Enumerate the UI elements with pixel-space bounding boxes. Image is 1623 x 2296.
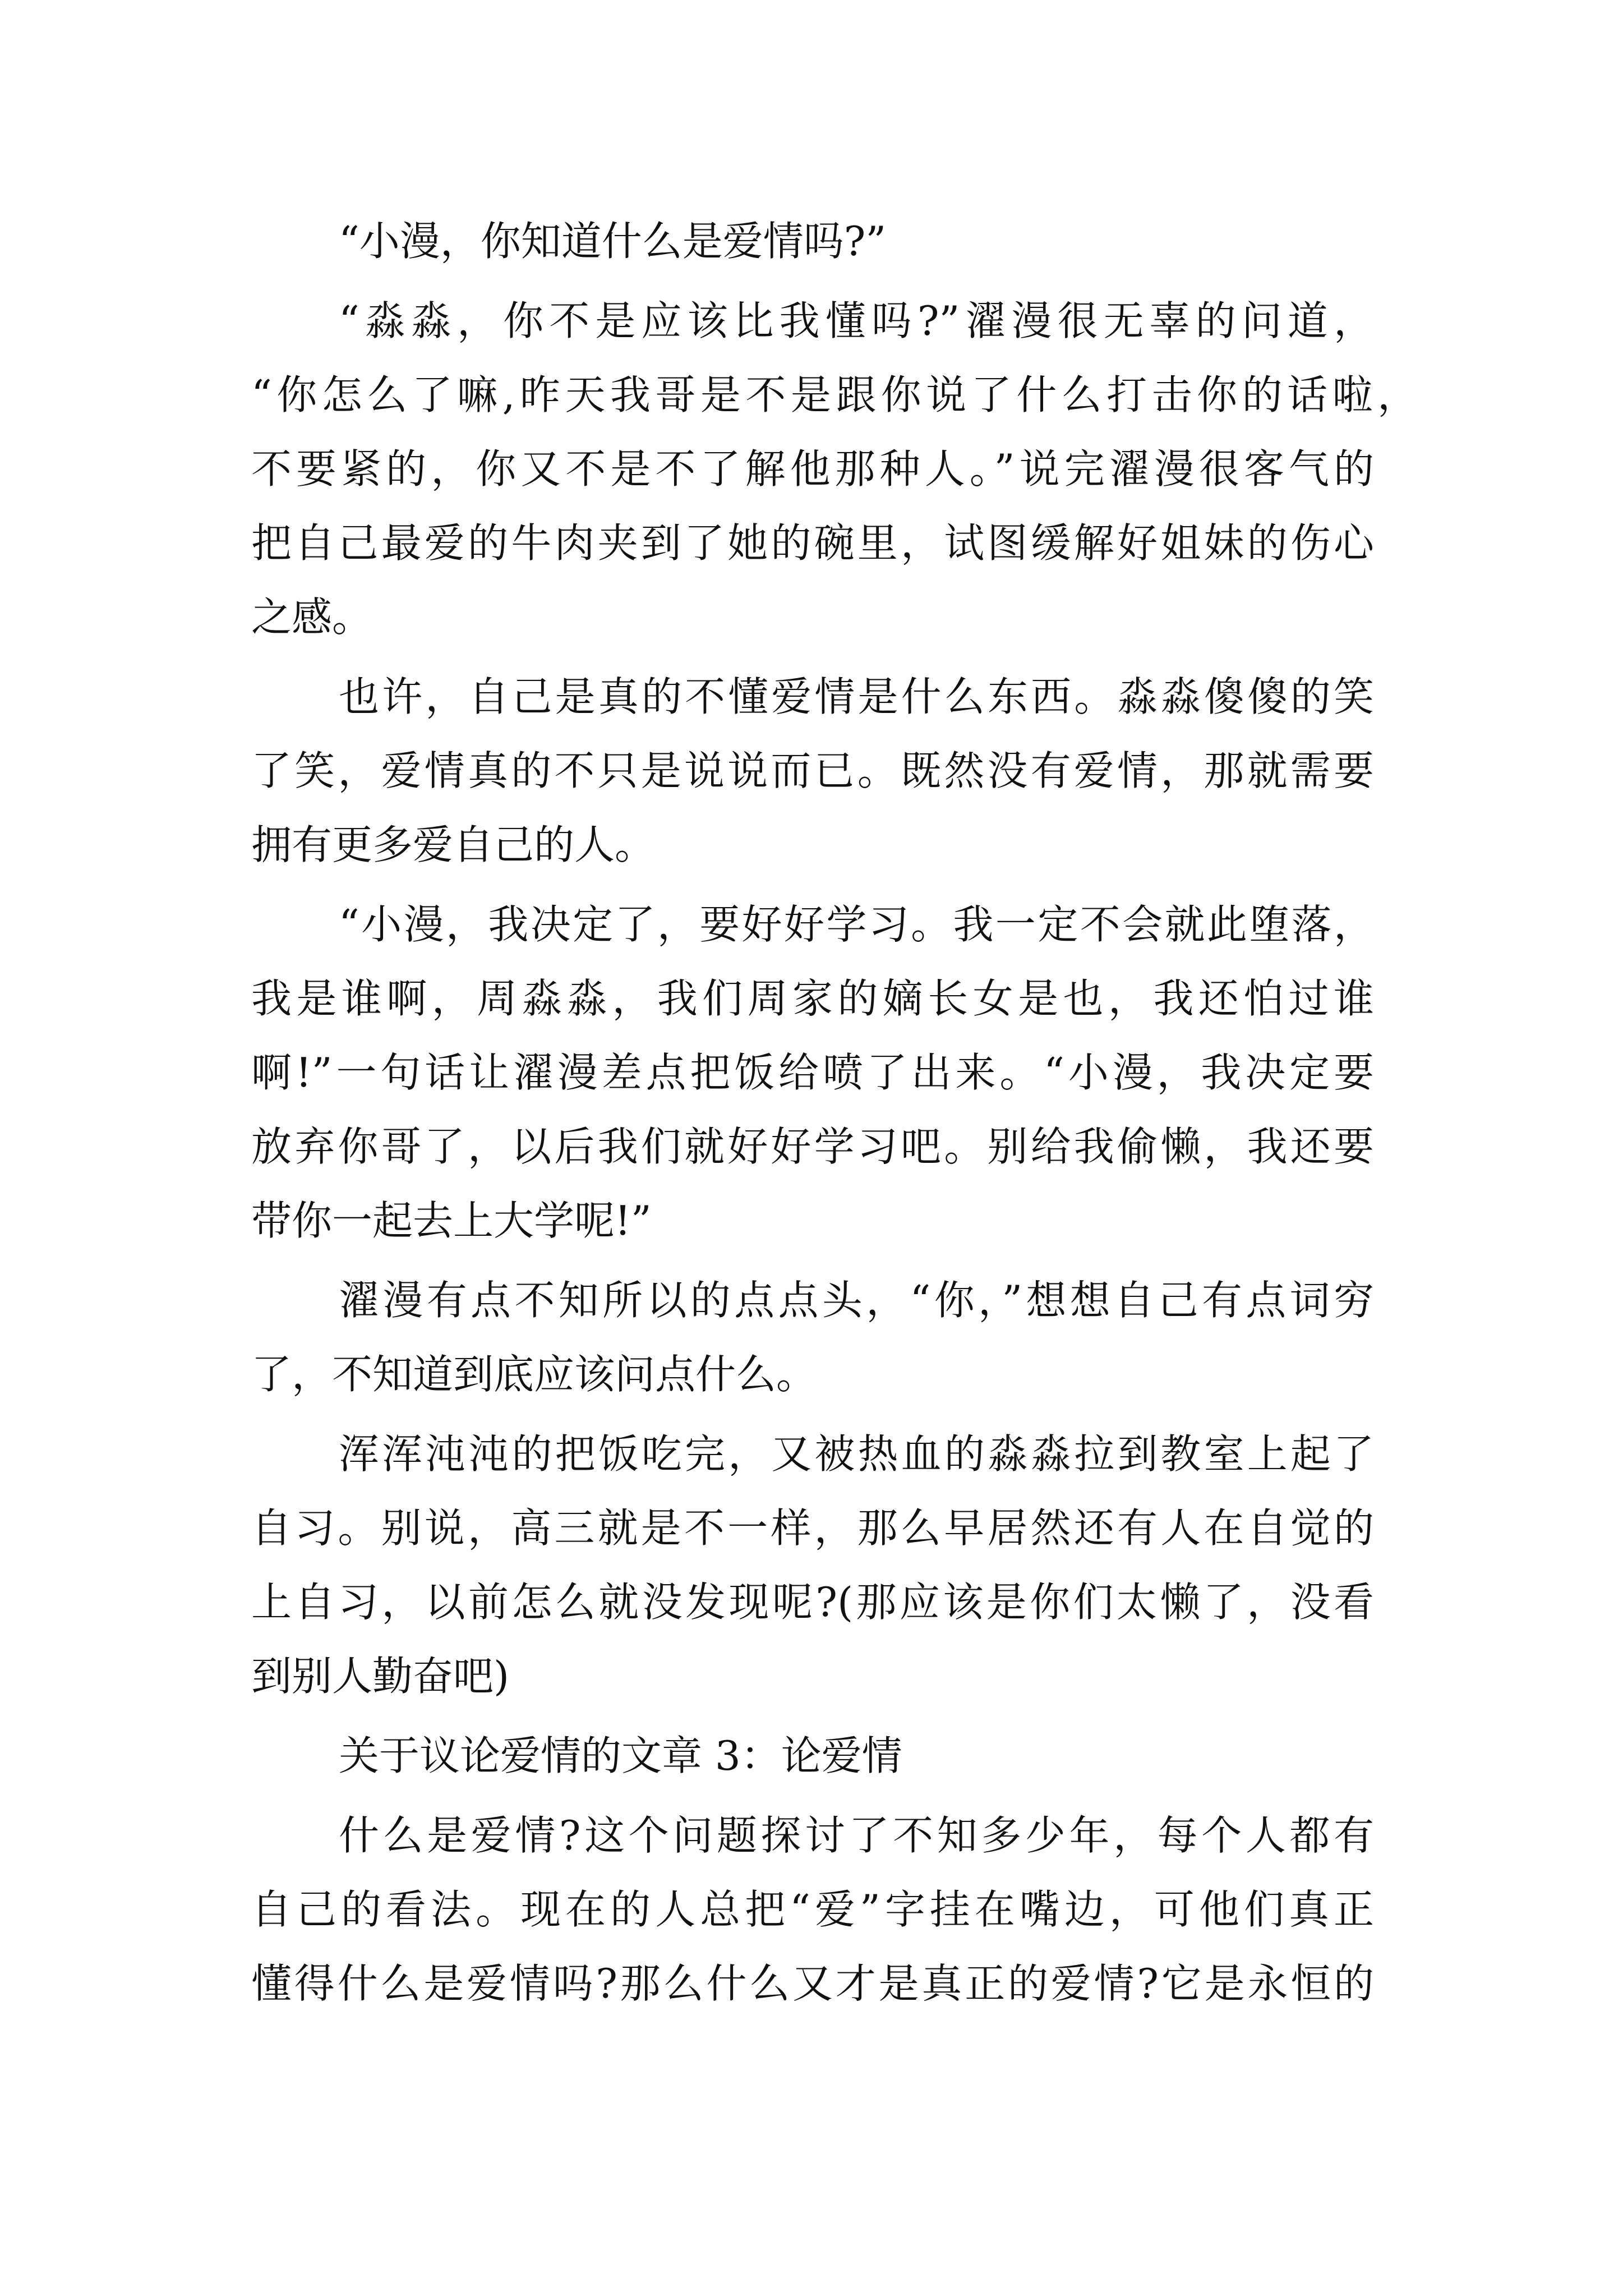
text-line: 了，不知道到底应该问点什么。 xyxy=(251,1351,817,1398)
text-line: 自习。别说，高三就是不一样，那么早居然还有人在自觉的 xyxy=(251,1504,1374,1552)
section-heading xyxy=(251,1719,1374,1793)
text-line: 上自习，以前怎么就没发现呢?(那应该是你们太懒了，没看 xyxy=(251,1579,1374,1626)
document-body xyxy=(251,204,1418,2021)
section-heading-text: 关于议论爱情的文章 3：论爱情 xyxy=(339,1732,902,1779)
paragraph xyxy=(251,1263,1374,1411)
text-line: 浑浑沌沌的把饭吃完，又被热血的淼淼拉到教室上起了 xyxy=(339,1430,1374,1478)
text-line: “小漫，你知道什么是爱情吗?” xyxy=(339,218,887,265)
text-line: 不要紧的，你又不是不了解他那种人。”说完濯漫很客气的 xyxy=(251,445,1374,493)
paragraph xyxy=(251,660,1374,882)
paragraph xyxy=(251,284,1418,654)
text-line: 什么是爱情?这个问题探讨了不知多少年，每个人都有 xyxy=(339,1812,1374,1859)
text-line: 我是谁啊，周淼淼，我们周家的嫡长女是也，我还怕过谁 xyxy=(251,975,1374,1022)
text-line: 了笑，爱情真的不只是说说而已。既然没有爱情，那就需要 xyxy=(251,747,1374,794)
text-line: 放弃你哥了，以后我们就好好学习吧。别给我偷懒，我还要 xyxy=(251,1123,1374,1170)
text-line: 懂得什么是爱情吗?那么什么又才是真正的爱情?它是永恒的 xyxy=(251,1960,1374,2007)
text-line: 也许，自己是真的不懂爱情是什么东西。淼淼傻傻的笑 xyxy=(339,673,1374,720)
text-line: 濯漫有点不知所以的点点头，“你，”想想自己有点词穷 xyxy=(339,1277,1374,1324)
text-line: “你怎么了嘛,昨天我哥是不是跟你说了什么打击你的话啦， xyxy=(251,371,1418,418)
text-line: 啊!”一句话让濯漫差点把饭给喷了出来。“小漫，我决定要 xyxy=(251,1049,1374,1096)
text-line: 把自己最爱的牛肉夹到了她的碗里，试图缓解好姐妹的伤心 xyxy=(251,519,1374,567)
text-line: “淼淼，你不是应该比我懂吗?”濯漫很无辜的问道， xyxy=(339,297,1374,344)
text-line: 自己的看法。现在的人总把“爱”字挂在嘴边，可他们真正 xyxy=(251,1886,1374,1933)
paragraph xyxy=(251,204,1374,278)
paragraph xyxy=(251,1798,1374,2021)
text-line: 带你一起去上大学呢!” xyxy=(251,1197,652,1244)
paragraph xyxy=(251,887,1374,1258)
text-line: 到别人勤奋吧) xyxy=(251,1653,510,1700)
text-line: 拥有更多爱自己的人。 xyxy=(251,821,656,868)
paragraph xyxy=(251,1417,1374,1713)
text-line: 之感。 xyxy=(251,593,373,641)
text-line: “小漫，我决定了，要好好学习。我一定不会就此堕落， xyxy=(339,901,1374,948)
